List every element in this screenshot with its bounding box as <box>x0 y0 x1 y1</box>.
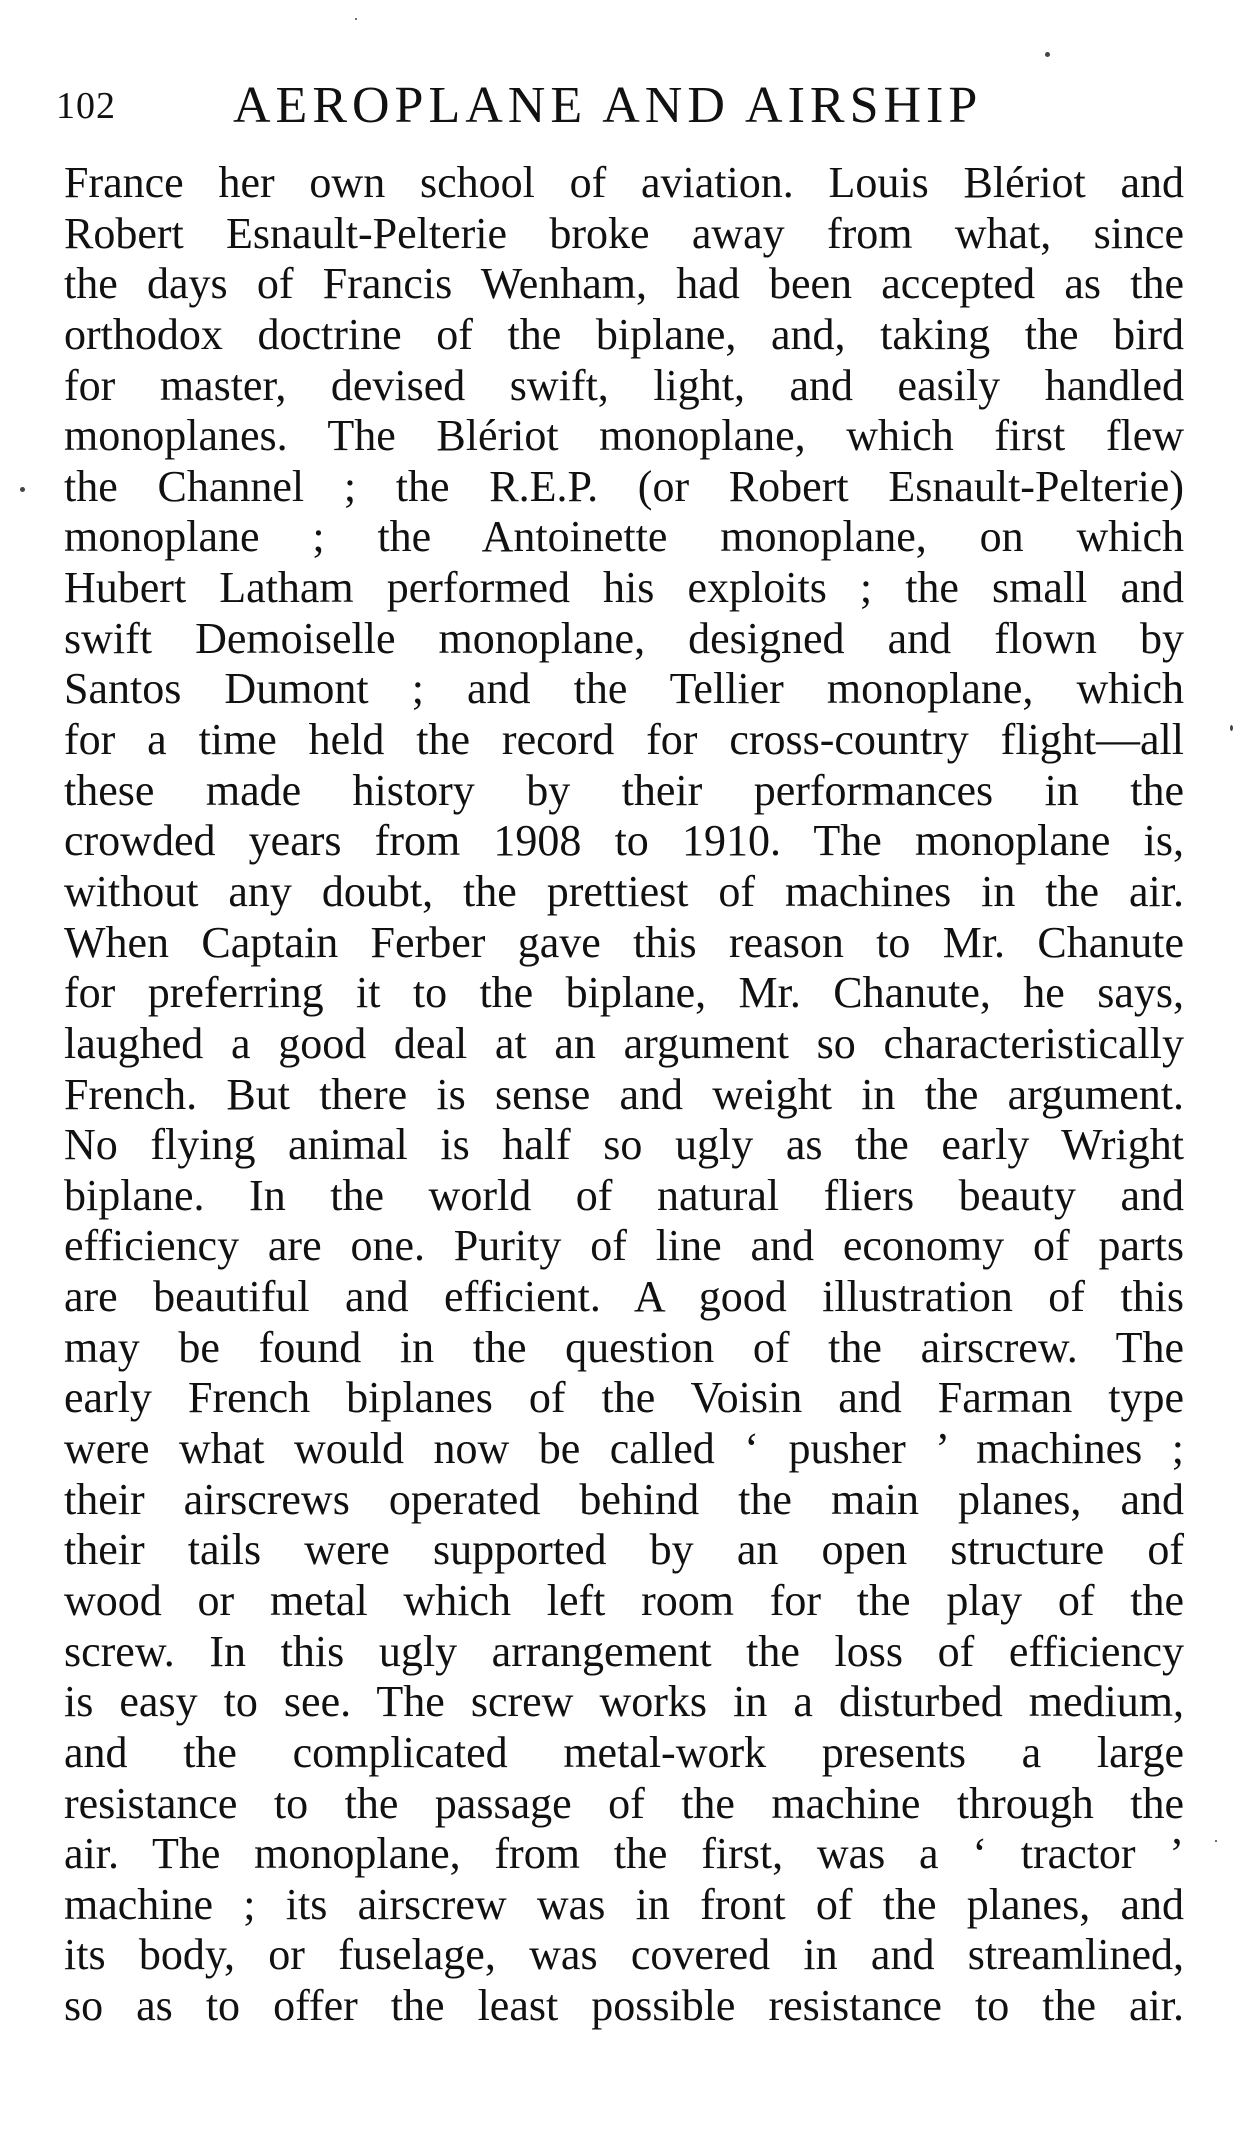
text-line: its body, or fuselage, was covered in and streamlined, <box>64 1930 1184 1980</box>
text-line: French. But there is sense and weight in the argument. <box>64 1069 1184 1119</box>
text-line: biplane. In the world of natural fliers beauty and <box>64 1170 1184 1220</box>
text-line: orthodox doctrine of the biplane, and, taking the bird <box>64 309 1184 359</box>
text-line: monoplanes. The Blériot monoplane, which first flew <box>64 411 1184 461</box>
text-line: Santos Dumont ; and the Tellier monoplane, which <box>64 664 1184 714</box>
text-line: monoplane ; the Antoinette monoplane, on which <box>64 512 1184 562</box>
text-line: are beautiful and efficient. A good illustration of this <box>64 1272 1184 1322</box>
text-line: for master, devised swift, light, and easily handled <box>64 360 1184 410</box>
text-line: for preferring it to the biplane, Mr. Chanute, he says, <box>64 968 1184 1018</box>
text-line: and the complicated metal-work presents a large <box>64 1727 1184 1777</box>
running-title: AEROPLANE AND AIRSHIP <box>233 77 983 134</box>
text-line: efficiency are one. Purity of line and economy of parts <box>64 1221 1184 1271</box>
scan-speck <box>1215 1840 1217 1842</box>
text-line: No flying animal is half so ugly as the early Wright <box>64 1120 1184 1170</box>
text-line: the Channel ; the R.E.P. (or Robert Esnault-Pelterie) <box>64 461 1184 511</box>
text-line: wood or metal which left room for the play of the <box>64 1575 1184 1625</box>
text-line: is easy to see. The screw works in a disturbed medium, <box>64 1677 1184 1727</box>
text-line: the days of Francis Wenham, had been accepted as the <box>64 259 1184 309</box>
scan-speck <box>1045 52 1050 57</box>
text-line: without any doubt, the prettiest of machines in the air. <box>64 866 1184 916</box>
text-line: may be found in the question of the airscrew. The <box>64 1322 1184 1372</box>
text-line: swift Demoiselle monoplane, designed and flown by <box>64 613 1184 663</box>
scan-speck <box>20 487 25 492</box>
text-line: early French biplanes of the Voisin and Farman type <box>64 1373 1184 1423</box>
page-number: 102 <box>56 85 116 127</box>
text-line: these made history by their performances in the <box>64 765 1184 815</box>
text-line: When Captain Ferber gave this reason to Mr. Chanute <box>64 917 1184 967</box>
text-line: resistance to the passage of the machine through the <box>64 1778 1184 1828</box>
text-line: their airscrews operated behind the main planes, and <box>64 1474 1184 1524</box>
text-line: laughed a good deal at an argument so characteristically <box>64 1018 1184 1068</box>
text-line: France her own school of aviation. Louis Blériot and <box>64 158 1184 207</box>
text-line: crowded years from 1908 to 1910. The monoplane is, <box>64 816 1184 866</box>
text-line: air. The monoplane, from the first, was a ‘ tractor ’ <box>64 1829 1184 1879</box>
page-header <box>56 78 1196 134</box>
body-text <box>64 158 1184 2032</box>
text-line: their tails were supported by an open structure of <box>64 1525 1184 1575</box>
text-line: were what would now be called ‘ pusher ’ machines ; <box>64 1424 1184 1474</box>
text-line: screw. In this ugly arrangement the loss of efficiency <box>64 1626 1184 1676</box>
scan-speck <box>1230 725 1233 731</box>
text-line: Robert Esnault-Pelterie broke away from what, since <box>64 208 1184 258</box>
scan-speck <box>355 18 357 20</box>
text-line: Hubert Latham performed his exploits ; the small and <box>64 563 1184 613</box>
text-line: so as to offer the least possible resistance to the air. <box>64 1981 1184 2031</box>
text-line: machine ; its airscrew was in front of the planes, and <box>64 1879 1184 1929</box>
text-line: for a time held the record for cross-country flight—all <box>64 715 1184 765</box>
